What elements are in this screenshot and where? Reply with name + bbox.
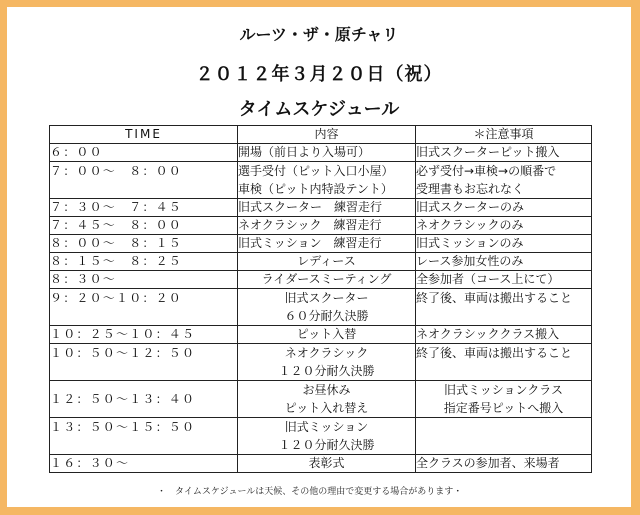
content-line: 旧式ミッション 練習走行 (238, 236, 382, 250)
content-line: レディース (297, 254, 356, 268)
event-date: ２０１２年３月２０日（祝） (195, 64, 443, 85)
table-row (50, 344, 592, 381)
table-row (50, 418, 592, 455)
table-row (50, 217, 592, 235)
table-row (50, 253, 592, 271)
note-line: 旧式スクーターピット搬入 (416, 145, 560, 159)
content-cell (238, 253, 416, 271)
note-line: 旧式ミッションのみ (416, 236, 524, 250)
schedule-sheet (7, 7, 631, 507)
content-line: １２０分耐久決勝 (278, 438, 375, 452)
time-cell: １６：３０～ (50, 455, 238, 473)
content-cell (238, 144, 416, 162)
content-cell (238, 418, 416, 455)
content-line: ６０分耐久決勝 (284, 309, 369, 323)
time-cell (50, 344, 238, 381)
time-cell: ７：４５～ ８：００ (50, 217, 238, 235)
note-cell (416, 289, 592, 326)
note-cell (416, 455, 592, 473)
note-cell (416, 326, 592, 344)
note-line: 旧式スクーターのみ (416, 200, 525, 214)
content-cell (238, 162, 416, 199)
content-cell (238, 326, 416, 344)
time-cell: ８：００～ ８：１５ (50, 235, 238, 253)
content-line: ライダースミーティング (261, 272, 392, 286)
content-line: 選手受付（ピット入口小屋） (238, 164, 394, 178)
note-line: 受理書もお忘れなく (416, 182, 525, 196)
content-line: 旧式スクーター 練習走行 (238, 200, 383, 214)
note-line: 全クラスの参加者、来場者 (416, 456, 560, 470)
content-cell (238, 381, 416, 418)
content-line: ピット入替 (296, 327, 357, 341)
note-line: 終了後、車両は搬出すること (416, 346, 573, 360)
event-title: ルーツ・ザ・原チャリ (239, 25, 399, 44)
note-line: レース参加女性のみ (416, 254, 524, 268)
note-line: ネオクラシッククラス搬入 (416, 327, 560, 341)
time-line: １３：５０～１５：５０ (50, 420, 196, 434)
table-row (50, 326, 592, 344)
table-row (50, 199, 592, 217)
note-cell (416, 271, 592, 289)
time-cell: ８：１５～ ８：２５ (50, 253, 238, 271)
content-line: 車検（ピット内特設テント） (238, 182, 393, 196)
time-schedule-table (49, 125, 592, 473)
time-cell: ７：３０～ ７：４５ (50, 199, 238, 217)
note-cell (416, 144, 592, 162)
time-line: ９：２０～１０：２０ (50, 291, 183, 305)
time-cell: ６：００ (50, 144, 238, 162)
content-cell (238, 235, 416, 253)
content-line: 旧式ミッション (284, 420, 369, 434)
content-line: ピット入れ替え (284, 401, 369, 415)
table-row (50, 235, 592, 253)
time-cell (50, 289, 238, 326)
note-cell (416, 217, 592, 235)
content-line: お昼休み (302, 383, 351, 397)
note-cell (416, 381, 592, 418)
note-line: 指定番号ピットへ搬入 (443, 401, 564, 415)
table-row (50, 289, 592, 326)
time-line: １０：５０～１２：５０ (50, 346, 196, 360)
content-line: １２０分耐久決勝 (278, 364, 375, 378)
table-row (50, 271, 592, 289)
note-line: 必ず受付→車検→の順番で (416, 164, 557, 178)
time-cell: ８：３０～ (50, 271, 238, 289)
time-line: １２：５０～１３：４０ (50, 392, 196, 406)
content-cell (238, 271, 416, 289)
header-time: TIME (50, 126, 238, 144)
header-row (50, 126, 592, 144)
content-line: 開場（前日より入場可） (238, 145, 371, 159)
content-cell (238, 217, 416, 235)
note-cell (416, 199, 592, 217)
note-cell (416, 344, 592, 381)
note-line: 旧式ミッションクラス (444, 383, 563, 397)
note-line: 全参加者（コース上にて） (416, 272, 560, 286)
content-cell (238, 199, 416, 217)
content-line: ネオクラシック (284, 346, 369, 360)
content-line: 表彰式 (308, 456, 345, 470)
content-cell (238, 344, 416, 381)
schedule-heading: タイムスケジュール (238, 99, 400, 120)
content-line: 旧式スクーター (284, 291, 369, 305)
header-content: 内容 (238, 126, 416, 144)
note-cell (416, 162, 592, 199)
content-cell (238, 455, 416, 473)
table-row (50, 381, 592, 418)
table-row (50, 162, 592, 199)
table-row (50, 144, 592, 162)
content-cell (238, 289, 416, 326)
note-cell (416, 235, 592, 253)
time-cell (50, 418, 238, 455)
time-cell (50, 381, 238, 418)
content-line: ネオクラシック 練習走行 (238, 218, 382, 232)
time-cell: １０：２５～１０：４５ (50, 326, 238, 344)
footnote: ・ タイムスケジュールは天候、その他の理由で変更する場合があります・ (157, 487, 463, 497)
time-cell (50, 162, 238, 199)
table-row (50, 455, 592, 473)
note-cell (416, 418, 592, 455)
header-note: ＊注意事項 (416, 126, 592, 144)
time-line: ７：００～ ８：００ (50, 164, 183, 178)
note-line: 終了後、車両は搬出すること (416, 291, 573, 305)
note-line: ネオクラシックのみ (416, 218, 524, 232)
note-cell (416, 253, 592, 271)
